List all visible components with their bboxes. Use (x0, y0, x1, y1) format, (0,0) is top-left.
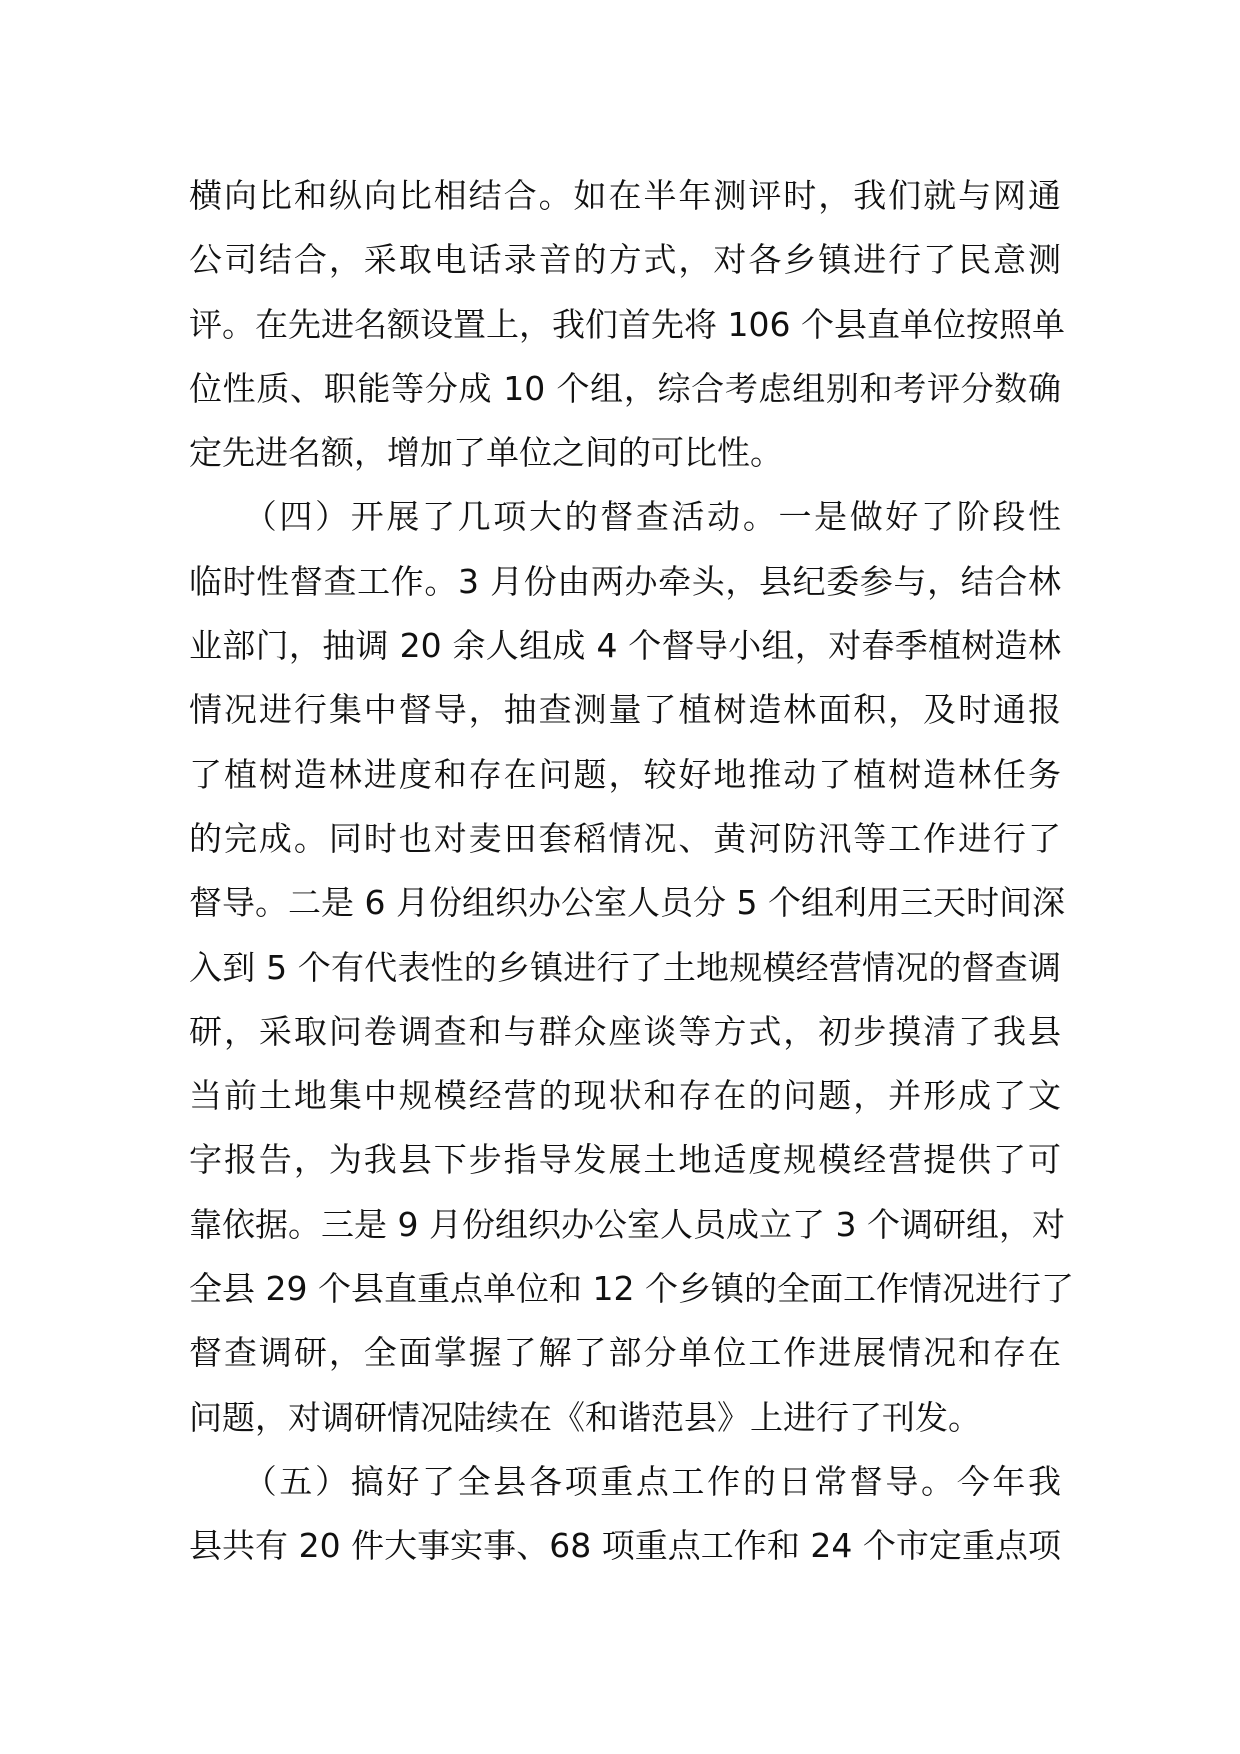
text-line: 督查调研，全面掌握了解了部分单位工作进展情况和存在 (189, 1333, 1061, 1373)
text-line: 的完成。同时也对麦田套稻情况、黄河防汛等工作进行了 (189, 818, 1061, 858)
text-line: 公司结合，采取电话录音的方式，对各乡镇进行了民意测 (189, 240, 1061, 280)
text-line: （五）搞好了全县各项重点工作的日常督导。今年我 (189, 1461, 1061, 1501)
text-line: 全县 29 个县直重点单位和 12 个乡镇的全面工作情况进行了 (189, 1269, 1074, 1309)
document-body (189, 164, 1074, 1579)
text-line: 临时性督查工作。3 月份由两办牵头，县纪委参与，结合林 (189, 561, 1061, 601)
text-line: 督导。二是 6 月份组织办公室人员分 5 个组利用三天时间深 (189, 883, 1065, 923)
text-line: 问题，对调研情况陆续在《和谐范县》上进行了刊发。 (189, 1397, 981, 1437)
text-line: 了植树造林进度和存在问题，较好地推动了植树造林任务 (189, 754, 1061, 794)
text-line: 研，采取问卷调查和与群众座谈等方式，初步摸清了我县 (189, 1011, 1061, 1051)
text-line: 字报告，为我县下步指导发展土地适度规模经营提供了可 (189, 1140, 1061, 1180)
text-line: 当前土地集中规模经营的现状和存在的问题，并形成了文 (189, 1076, 1061, 1116)
text-line: 情况进行集中督导，抽查测量了植树造林面积，及时通报 (189, 690, 1061, 730)
text-line: 横向比和纵向比相结合。如在半年测评时，我们就与网通 (189, 176, 1061, 215)
text-line: 业部门，抽调 20 余人组成 4 个督导小组，对春季植树造林 (189, 626, 1061, 666)
text-line: 靠依据。三是 9 月份组织办公室人员成立了 3 个调研组，对 (189, 1204, 1065, 1244)
text-line: 入到 5 个有代表性的乡镇进行了土地规模经营情况的督查调 (189, 947, 1061, 987)
text-line: 县共有 20 件大事实事、68 项重点工作和 24 个市定重点项 (189, 1526, 1061, 1566)
text-line: 评。在先进名额设置上，我们首先将 106 个县直单位按照单 (189, 304, 1065, 344)
text-line: 位性质、职能等分成 10 个组，综合考虑组别和考评分数确 (189, 368, 1061, 408)
text-line: （四）开展了几项大的督查活动。一是做好了阶段性 (189, 497, 1061, 537)
text-line: 定先进名额，增加了单位之间的可比性。 (189, 433, 783, 473)
